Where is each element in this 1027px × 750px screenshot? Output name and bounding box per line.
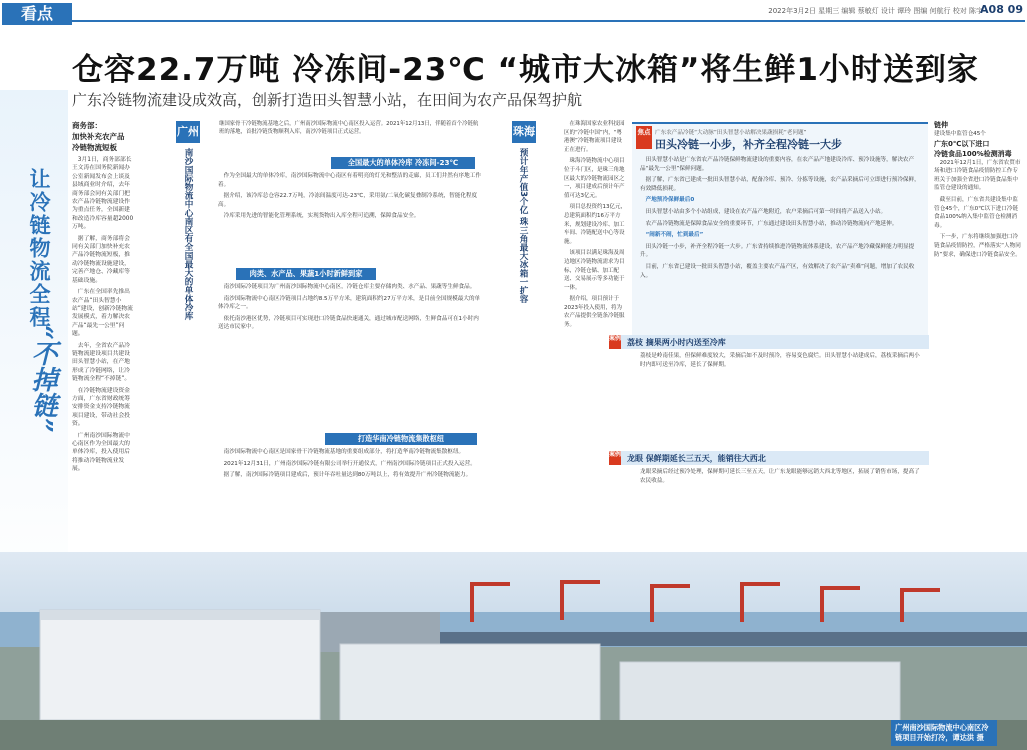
case-label: 案例 [609, 335, 621, 349]
headline-title: 仓容22.7万吨 冷冻间-23℃ “城市大冰箱”将生鲜1小时送到家 [72, 52, 979, 88]
focus-kicker: 广东农产品冷链“大动脉”田头智慧小站解决果蔬损耗“老问题” [655, 130, 807, 136]
headline-subtitle: 广东冷链物流建设成效高，创新打造田头智慧小站，在田间为农产品保驾护航 [72, 91, 583, 109]
case-title: 龙眼 保鲜期延长三五天，能销往大西北 [627, 454, 766, 463]
masthead-bar [0, 0, 1027, 22]
editor-paragraph: 据了解，商务部将会同有关部门加快补充农产品冷链物流短板，推动冷链物流设施建设，完善产地仓、冷藏库等基础设施。 [72, 235, 130, 284]
guangzhou-box2-body: 南沙国际冷链项目为广州南沙国际物流中心南区，冷链仓库主要存储肉类、水产品、果蔬等生鲜食品。 南沙国际物流中心南区冷链项目占地约8.5万平方米，建筑面积约27万平方米，是目前全国规模最大的单体冷库之一。 依托南沙港区优势，冷链项目可实现进口冷链食品快速通关，通过城市配送网络，生鲜食品可在1小时内送达市民家中。 [218, 284, 481, 331]
zhuhai-caption: 预计年产值3个亿 珠三角最大冰箱一扩容 [518, 148, 528, 304]
photo-caption: 广州南沙国际物流中心南区冷链项目开始打冷，谭达洪 摄 [891, 720, 997, 746]
port-illustration [0, 552, 1027, 750]
editor-paragraph: 广东在全国率先推出农产品“田头智慧小站”建设，创新冷链物流发展模式，着力解决农产品“最先一公里”问题。 [72, 289, 133, 338]
case-label: 案例 [609, 451, 621, 465]
guangzhou-box3-title: 打造华南冷链物流集散枢纽 [325, 433, 477, 445]
case-body: 荔枝是岭南佳果，但保鲜难度较大，采摘后如不及时预冷，容易变色腐烂。田头智慧小站建成后，荔枝采摘后两小时内即可送至冷库，延长了保鲜期。 [640, 353, 920, 368]
right-heading: 链伸 [934, 121, 948, 129]
page-meta: 2022年3月2日 星期三 编辑 蔡敏灯 设计 谭玲 图编 何航行 校对 陈宇 [768, 7, 983, 15]
editor-note [72, 120, 134, 477]
editor-paragraph: 在冷链物流建设资金方面，广东省财政统筹安排资金支持冷链物流项目建设，带动社会投资。 [72, 387, 130, 428]
focus-title: 田头冷链一小步，补齐全程冷链一大步 [655, 138, 842, 151]
focus-subhead: “闹新不闹，忙到最后” [645, 232, 704, 239]
focus-subhead: 产地预冷保鲜最后0 [645, 197, 695, 204]
case-body: 龙眼采摘后经过预冷处理，保鲜期可延长三至五天，让广东龙眼能够远销大西北等地区，拓展了销售市场，提高了农民收益。 [640, 469, 920, 484]
editor-paragraph: 去年，全省农产品冷链物流建设项目共建设田头智慧小站，在产地形成了冷链网络，让冷链物流全程“不掉链”。 [72, 342, 131, 383]
editor-paragraph: 3月1日，商务部部长王文涛在国务院新闻办公室新闻发布会上谈及县域商业时介绍，去年商务部会同有关部门把农产品冷链物流建设作为重点任务，全国新建和改造冷库容量超2000万吨。 [72, 157, 134, 231]
zhuhai-body: 在珠海国家农业科技园区的“冷链中国”内，“粤港澳”冷链物流项目建设正在进行。 珠海冷链物流中心项目位于斗门区，是珠三角地区最大的冷链物流园区之一，项目建成后预计年产值可达3亿元。 项目总投资约13亿元，总建筑面积约16万平方米，规划建设冷库、加工车间、冷链配送中心等设施。 该项目以满足珠海及周边地区冷链物流需求为目标，冷链仓储、加工配送、交易展示等多功能于一体。 据介绍，项目预计于2023年投入使用，将为农产品提供全链条冷链服务。 [564, 121, 626, 329]
editor-heading: 商务部： 加快补充农产品 冷链物流短板 [72, 121, 125, 152]
sidebar-vertical-quote: “不掉链” [27, 325, 57, 433]
page-number: A08 09 [980, 3, 1023, 16]
case-band [609, 451, 929, 465]
focus-label: 焦点 [636, 126, 652, 149]
guangzhou-caption: 南沙国际物流中心南区有全国最大的单体冷库 [183, 148, 193, 320]
guangzhou-box1-body: 作为全国最大的单体冷库，南沙国际物流中心南区有着明亮的灯光和整洁的走廊，员工们井然有序地工作着。 据介绍，该冷库总仓容22.7万吨，冷冻间温度可达-23℃，采用氨/二氧化碳复叠制冷系统，智能化程度高。 冷库采用先进的智能化管理系统，实现货物出入库全程可追溯，保障食品安全。 [218, 173, 481, 220]
zhuhai-badge: 珠海 [512, 121, 536, 143]
section-tag: 看点 [2, 3, 72, 25]
case-band [609, 335, 929, 349]
guangzhou-box3-body: 南沙国际物流中心南区是国家骨干冷链物流基地的重要组成部分，将打造华南冷链物流集散枢纽。 2021年12月31日，广州南沙国际冷链有限公司举行开通仪式，广州南沙国际冷链项目正式投入运营。 据了解，南沙国际冷链项目建成后，预计年吞吐量达到80万吨以上，将有效提升广州冷链物流能力。 [223, 449, 476, 479]
editor-paragraph: 广州南沙国际物流中心南区作为全国最大的单体冷库，投入使用后将推动冷链物流业发展。 [72, 432, 130, 473]
guangzhou-box2-title: 肉类、水产品、果蔬1小时新鲜到家 [236, 268, 376, 280]
guangzhou-intro: 继国家骨干冷链物流基地之后，广州南沙国际物流中心南区投入运营。2021年12月13日，伴随着首个冷链航班的落地，首批冷链货物顺利入库，南沙冷链项目正式运营。 [219, 121, 479, 135]
sidebar-vertical-title: 让冷链物流全程 [27, 168, 51, 329]
divider [72, 20, 1025, 22]
right-column: 链伸 建设集中监管仓45个 广东0℃以下进口 冷链食品100%检测消毒 2021年12月1日，广东省农贸市场和进口冷链食品疫情防控工作专班关于加强全省进口冷链食品集中监管仓建设的通知。 截至目前，广东省共建设集中监管仓45个，广东0℃以下进口冷链食品100%纳入集中监管仓检测消毒。 下一步，广东将继续加强进口冷链食品疫情防控，严格落实“人物同防”要求，确保进口冷链食品安全。 [934, 121, 1021, 258]
case-title: 荔枝 摘果两小时内送至冷库 [627, 338, 726, 347]
cold-storage-building [40, 610, 320, 720]
focus-body: 田头智慧小站是广东省农产品冷链保鲜物流建设的重要内容，在农产品产地建设冷库、预冷设施等，解决农产品“最先一公里”保鲜问题。 据了解，广东省已建成一批田头智慧小站，配备冷库、预冷、分拣等设施，农产品采摘后可立即进行预冷保鲜，有效降低损耗。 产地预冷保鲜最后0 田头智慧小站由多个小站组成，建设在农产品产地附近，农户采摘后可第一时间将产品送入小站。 农产品冷链物流是保障食品安全的重要环节，广东通过建设田头智慧小站，推动冷链物流向产地延伸。 “闹新不闹，忙到最后” 田头冷链一小步，补齐全程冷链一大步。广东省持续推进冷链物流体系建设，农产品产地冷藏保鲜能力明显提升。 目前，广东省已建设一批田头智慧小站，覆盖主要农产品产区，有效解决了农产品“卖难”问题，增加了农民收入。 [640, 157, 920, 279]
guangzhou-box1-title: 全国最大的单体冷库 冷冻间-23℃ [331, 157, 475, 169]
port-photo [0, 552, 1027, 750]
guangzhou-badge: 广州 [176, 121, 200, 143]
